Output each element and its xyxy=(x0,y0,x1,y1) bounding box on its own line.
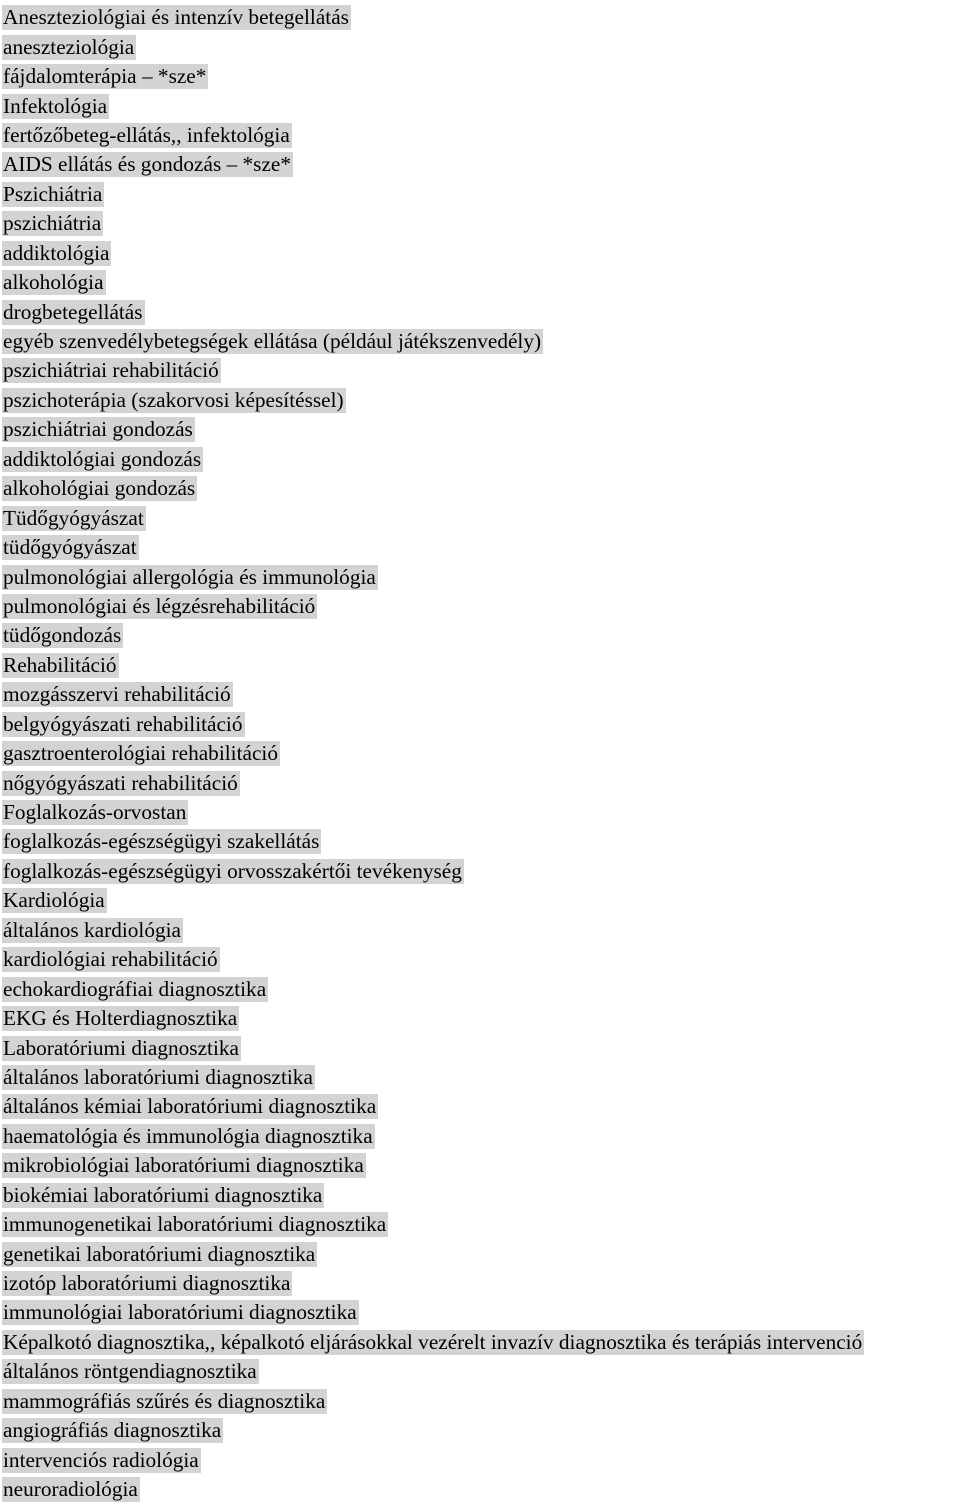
line-text: intervenciós radiológia xyxy=(3,1447,199,1472)
list-item xyxy=(2,32,958,61)
list-item xyxy=(2,651,958,680)
line-text: tüdőgondozás xyxy=(3,623,122,648)
line-text: pszichiátria xyxy=(3,211,102,236)
list-item xyxy=(2,474,958,503)
list-item xyxy=(2,562,958,591)
line-text: biokémiai laboratóriumi diagnosztika xyxy=(3,1182,323,1207)
line-text: fájdalomterápia – *sze* xyxy=(3,64,207,89)
list-item xyxy=(2,1298,958,1327)
line-text: Tüdőgyógyászat xyxy=(3,505,144,530)
list-item xyxy=(2,239,958,268)
list-item xyxy=(2,1122,958,1151)
document-text-list xyxy=(2,3,958,1504)
list-item xyxy=(2,1239,958,1268)
list-item xyxy=(2,386,958,415)
list-item xyxy=(2,1475,958,1504)
line-text: addiktológia xyxy=(3,240,110,265)
line-text: kardiológiai rehabilitáció xyxy=(3,947,218,972)
list-item xyxy=(2,1033,958,1062)
line-text: echokardiográfiai diagnosztika xyxy=(3,976,267,1001)
list-item xyxy=(2,739,958,768)
list-item xyxy=(2,768,958,797)
line-text: alkohológia xyxy=(3,270,104,295)
list-item xyxy=(2,710,958,739)
line-text: Képalkotó diagnosztika,, képalkotó eljárásokkal vezérelt invazív diagnosztika és terápiás intervenció xyxy=(3,1329,863,1354)
list-item xyxy=(2,1387,958,1416)
list-item xyxy=(2,503,958,532)
line-text: pszichiátriai rehabilitáció xyxy=(3,358,219,383)
line-text: belgyógyászati rehabilitáció xyxy=(3,711,243,736)
list-item xyxy=(2,180,958,209)
line-text: haematológia és immunológia diagnosztika xyxy=(3,1123,373,1148)
line-text: Kardiológia xyxy=(3,888,105,913)
line-text: gasztroenterológiai rehabilitáció xyxy=(3,741,278,766)
list-item xyxy=(2,445,958,474)
line-text: AIDS ellátás és gondozás – *sze* xyxy=(3,152,292,177)
list-item xyxy=(2,415,958,444)
list-item xyxy=(2,1151,958,1180)
list-item xyxy=(2,356,958,385)
line-text: általános kémiai laboratóriumi diagnosztika xyxy=(3,1094,377,1119)
list-item xyxy=(2,533,958,562)
list-item xyxy=(2,621,958,650)
line-text: neuroradiológia xyxy=(3,1477,138,1502)
line-text: mozgásszervi rehabilitáció xyxy=(3,682,231,707)
list-item xyxy=(2,3,958,32)
list-item xyxy=(2,1416,958,1445)
list-item xyxy=(2,327,958,356)
list-item xyxy=(2,268,958,297)
list-item xyxy=(2,1328,958,1357)
line-text: általános röntgendiagnosztika xyxy=(3,1359,257,1384)
line-text: nőgyógyászati rehabilitáció xyxy=(3,770,238,795)
line-text: aneszteziológia xyxy=(3,34,135,59)
list-item xyxy=(2,680,958,709)
list-item xyxy=(2,1210,958,1239)
line-text: tüdőgyógyászat xyxy=(3,535,137,560)
line-text: foglalkozás-egészségügyi orvosszakértői tevékenység xyxy=(3,858,462,883)
line-text: foglalkozás-egészségügyi szakellátás xyxy=(3,829,320,854)
line-text: általános laboratóriumi diagnosztika xyxy=(3,1064,313,1089)
list-item xyxy=(2,150,958,179)
line-text: egyéb szenvedélybetegségek ellátása (például játékszenvedély) xyxy=(3,329,542,354)
line-text: genetikai laboratóriumi diagnosztika xyxy=(3,1241,316,1266)
list-item xyxy=(2,62,958,91)
line-text: mikrobiológiai laboratóriumi diagnosztika xyxy=(3,1153,364,1178)
list-item xyxy=(2,1357,958,1386)
list-item xyxy=(2,857,958,886)
line-text: Rehabilitáció xyxy=(3,652,117,677)
line-text: pulmonológiai allergológia és immunológia xyxy=(3,564,376,589)
list-item xyxy=(2,974,958,1003)
list-item xyxy=(2,91,958,120)
list-item xyxy=(2,798,958,827)
line-text: pszichoterápia (szakorvosi képesítéssel) xyxy=(3,387,344,412)
list-item xyxy=(2,916,958,945)
line-text: Pszichiátria xyxy=(3,181,103,206)
line-text: általános kardiológia xyxy=(3,917,182,942)
line-text: pulmonológiai és légzésrehabilitáció xyxy=(3,593,316,618)
line-text: Infektológia xyxy=(3,93,108,118)
list-item xyxy=(2,592,958,621)
list-item xyxy=(2,1063,958,1092)
line-text: alkohológiai gondozás xyxy=(3,476,196,501)
line-text: angiográfiás diagnosztika xyxy=(3,1418,222,1443)
line-text: Laboratóriumi diagnosztika xyxy=(3,1035,239,1060)
line-text: immunogenetikai laboratóriumi diagnosztika xyxy=(3,1212,387,1237)
list-item xyxy=(2,1445,958,1474)
line-text: mammográfiás szűrés és diagnosztika xyxy=(3,1388,326,1413)
list-item xyxy=(2,827,958,856)
list-item xyxy=(2,121,958,150)
line-text: immunológiai laboratóriumi diagnosztika xyxy=(3,1300,357,1325)
list-item xyxy=(2,209,958,238)
list-item xyxy=(2,945,958,974)
list-item xyxy=(2,1092,958,1121)
list-item xyxy=(2,1004,958,1033)
list-item xyxy=(2,886,958,915)
list-item xyxy=(2,297,958,326)
line-text: izotóp laboratóriumi diagnosztika xyxy=(3,1271,291,1296)
line-text: drogbetegellátás xyxy=(3,299,143,324)
line-text: fertőzőbeteg-ellátás,, infektológia xyxy=(3,122,290,147)
list-item xyxy=(2,1181,958,1210)
line-text: Aneszteziológiai és intenzív betegellátás xyxy=(3,5,349,30)
line-text: EKG és Holterdiagnosztika xyxy=(3,1006,238,1031)
list-item xyxy=(2,1269,958,1298)
line-text: Foglalkozás-orvostan xyxy=(3,800,187,825)
line-text: addiktológiai gondozás xyxy=(3,446,202,471)
line-text: pszichiátriai gondozás xyxy=(3,417,193,442)
